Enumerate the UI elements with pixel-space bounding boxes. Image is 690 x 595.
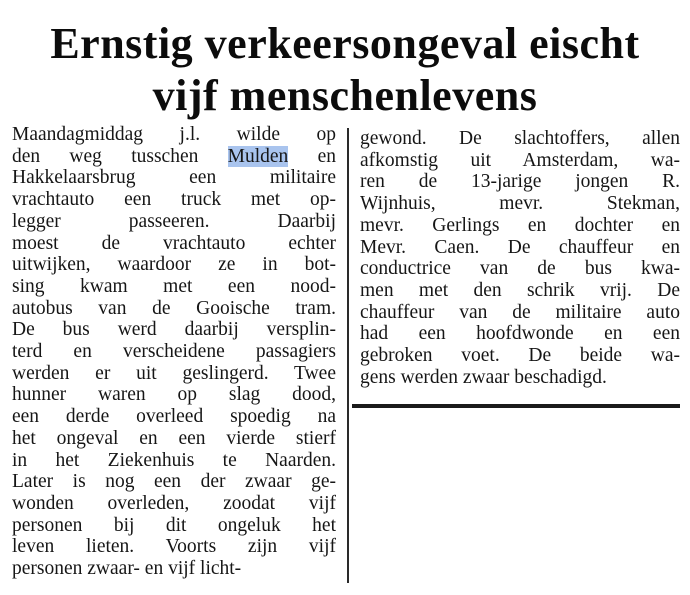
text-line: autobus van de Gooische tram.: [12, 297, 336, 319]
text-line: werden er uit geslingerd. Twee: [12, 362, 336, 384]
text-line: had een hoofdwonde en een: [360, 323, 680, 345]
text-line: men met den schrik vrij. De: [360, 279, 680, 301]
text-line: moest de vrachtauto echter: [12, 232, 336, 254]
text-line: hunner waren op slag dood,: [12, 384, 336, 406]
text-line: legger passeeren. Daarbij: [12, 210, 336, 232]
text-line: een derde overleed spoedig na: [12, 406, 336, 428]
text-line: personen bij dit ongeluk het: [12, 514, 336, 536]
text-line: personen zwaar- en vijf licht-: [12, 558, 242, 580]
text-line: Mevr. Caen. De chauffeur en: [360, 236, 680, 258]
right-column: [360, 128, 680, 388]
column-divider: [347, 128, 349, 583]
text-line: gens werden zwaar beschadigd.: [360, 366, 607, 388]
end-rule: [352, 404, 680, 408]
text-line: Wijnhuis, mevr. Stekman,: [360, 193, 680, 215]
headline-line-1: Ernstig verkeersongeval eischt: [50, 19, 640, 68]
text-line: gewond. De slachtoffers, allen: [360, 128, 680, 149]
text-fragment: den weg tusschen: [12, 145, 228, 167]
left-column: [12, 124, 336, 580]
text-line: sing kwam met een nood-: [12, 275, 336, 297]
text-line: terd en verscheidene passagiers: [12, 341, 336, 363]
headline-line-2: vijf menschenlevens: [152, 71, 538, 120]
text-line: Maandagmiddag j.l. wilde op: [12, 124, 336, 145]
text-line: leven lieten. Voorts zijn vijf: [12, 536, 336, 558]
text-fragment: en: [288, 145, 336, 167]
text-line: Later is nog een der zwaar ge-: [12, 471, 336, 493]
text-line: in het Ziekenhuis te Naarden.: [12, 449, 336, 471]
text-line: gebroken voet. De beide wa-: [360, 345, 680, 367]
text-line: afkomstig uit Amsterdam, wa-: [360, 149, 680, 171]
text-line: chauffeur van de militaire auto: [360, 301, 680, 323]
text-line: [12, 146, 336, 168]
text-line: ren de 13-jarige jongen R.: [360, 171, 680, 193]
text-line: wonden overleden, zoodat vijf: [12, 492, 336, 514]
text-line: uitwijken, waardoor ze in bot-: [12, 254, 336, 276]
text-line: vrachtauto een truck met op-: [12, 189, 336, 211]
search-highlight: Mulden: [227, 145, 289, 167]
text-line: het ongeval en een vierde stierf: [12, 427, 336, 449]
text-line: De bus werd daarbij versplin-: [12, 319, 336, 341]
text-line: conductrice van de bus kwa-: [360, 258, 680, 280]
text-line: Hakkelaarsbrug een militaire: [12, 167, 336, 189]
text-line: mevr. Gerlings en dochter en: [360, 214, 680, 236]
